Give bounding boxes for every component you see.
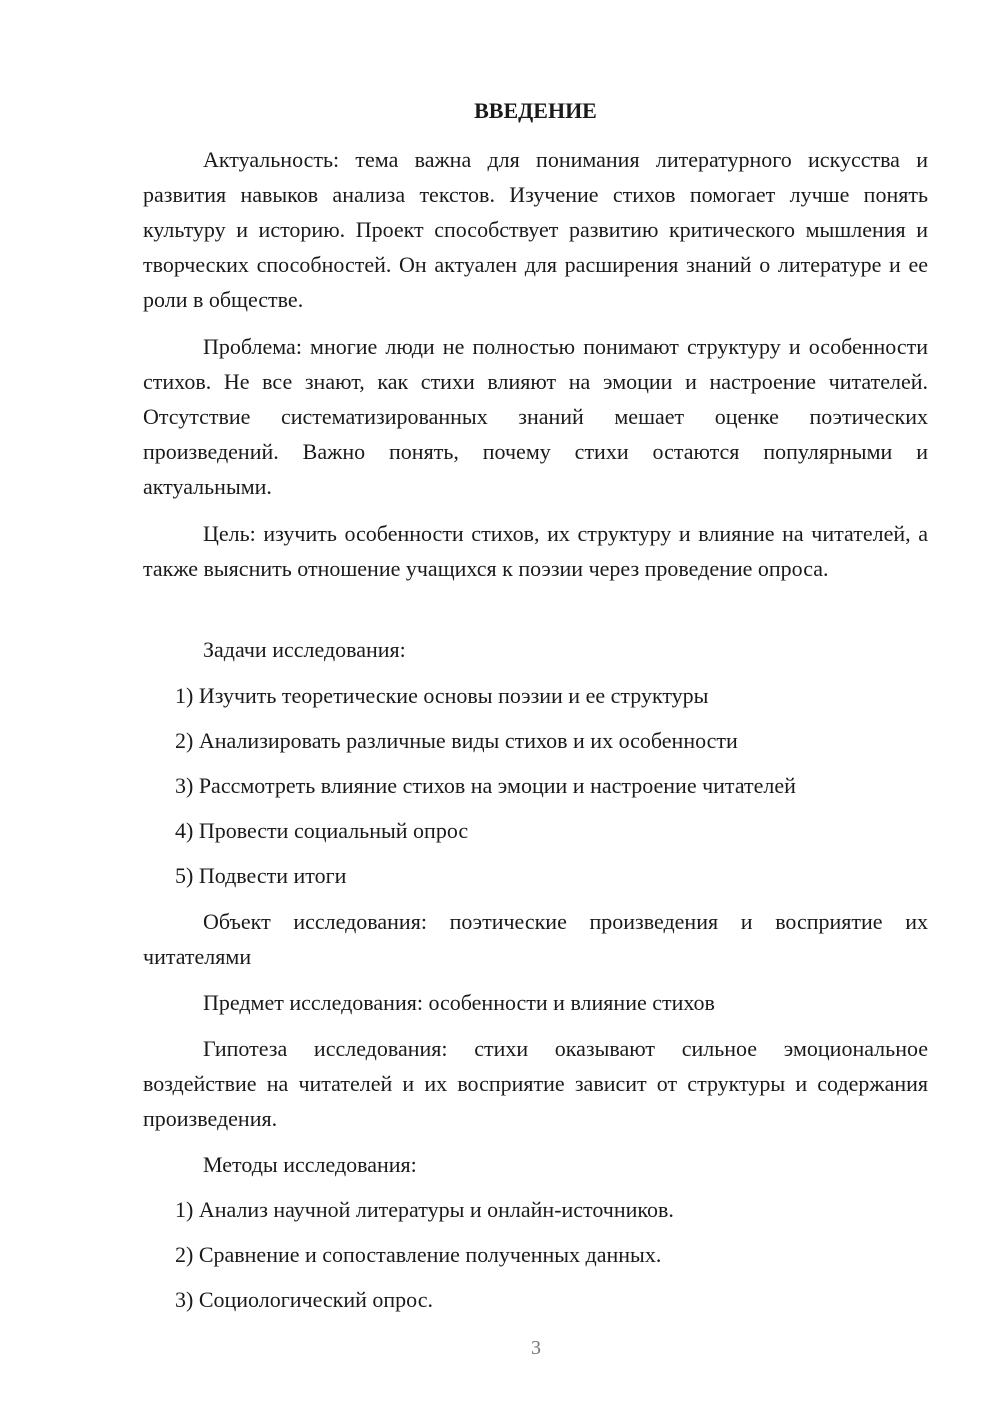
subject-paragraph: Предмет исследования: особенности и влияние стихов — [203, 990, 715, 1015]
document-page — [143, 0, 928, 1414]
task-item-3: 3) Рассмотреть влияние стихов на эмоции и настроение читателей — [175, 773, 796, 798]
task-item-4: 4) Провести социальный опрос — [175, 818, 469, 843]
goal-paragraph: Цель: изучить особенности стихов, их структуру и влияние на читателей, а также выяснить отношение учащихся к поэзии через проведение опроса. — [143, 521, 928, 581]
hypothesis-paragraph: Гипотеза исследования: стихи оказывают сильное эмоциональное воздействие на читателей и их восприятие зависит от структуры и содержания произведения. — [143, 1036, 928, 1131]
page-number: 3 — [531, 1337, 541, 1359]
method-item-3: 3) Социологический опрос. — [175, 1287, 433, 1312]
method-item-1: 1) Анализ научной литературы и онлайн-источников. — [175, 1197, 674, 1222]
method-item-2: 2) Сравнение и сопоставление полученных данных. — [175, 1242, 662, 1267]
methods-heading: Методы исследования: — [203, 1152, 417, 1177]
object-paragraph: Объект исследования: поэтические произведения и восприятие их читателями — [143, 909, 928, 969]
tasks-heading: Задачи исследования: — [203, 637, 406, 662]
page-title: ВВЕДЕНИЕ — [474, 98, 597, 123]
task-item-5: 5) Подвести итоги — [175, 863, 347, 888]
relevance-paragraph: Актуальность: тема важна для понимания литературного искусства и развития навыков анализа текстов. Изучение стихов помогает лучше понять культуру и историю. Проект способствует развитию критического мышления и творческих способностей. Он актуален для расширения знаний о литературе и ее роли в обществе. — [143, 147, 928, 312]
task-item-2: 2) Анализировать различные виды стихов и их особенности — [175, 728, 738, 753]
task-item-1: 1) Изучить теоретические основы поэзии и ее структуры — [175, 683, 709, 708]
problem-paragraph: Проблема: многие люди не полностью понимают структуру и особенности стихов. Не все знают, как стихи влияют на эмоции и настроение читателей. Отсутствие систематизированных знаний мешает оценке поэтических произведений. Важно понять, почему стихи остаются популярными и актуальными. — [143, 334, 928, 499]
